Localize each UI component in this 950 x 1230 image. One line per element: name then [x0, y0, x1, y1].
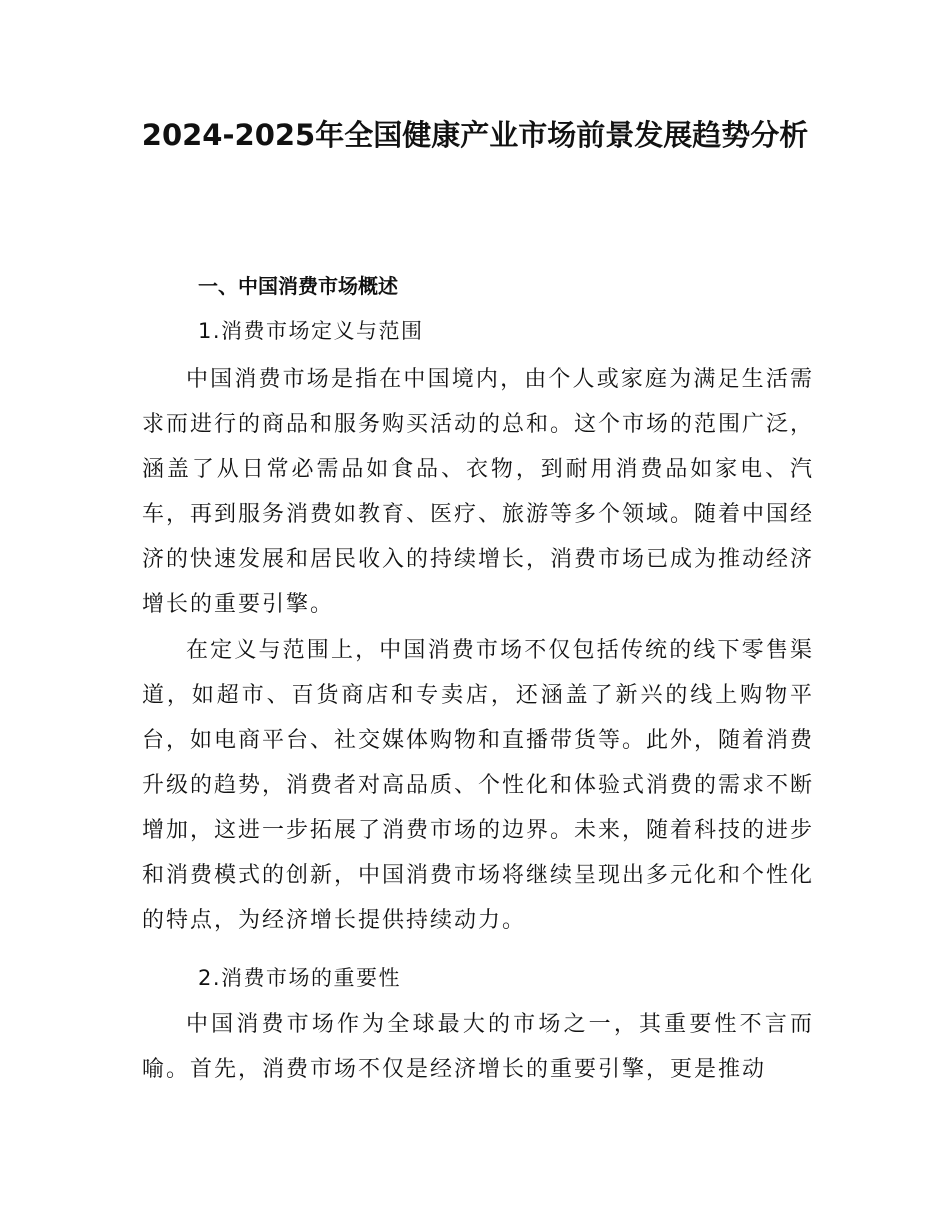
subsection-heading-importance: 2.消费市场的重要性 — [198, 966, 402, 990]
paragraph-definition-2: 在定义与范围上，中国消费市场不仅包括传统的线下零售渠道，如超市、百货商店和专卖店，还涵盖了新兴的线上购物平台，如电商平台、社交媒体购物和直播带货等。此外，随着消费升级的趋势，消费者对高品质、个性化和体验式消费的需求不断增加，这进一步拓展了消费市场的边界。未来，随着科技的进步和消费模式的创新，中国消费市场将继续呈现出多元化和个性化的特点，为经济增长提供持续动力。 — [142, 638, 815, 933]
paragraph-definition-1: 中国消费市场是指在中国境内，由个人或家庭为满足生活需求而进行的商品和服务购买活动的总和。这个市场的范围广泛，涵盖了从日常必需品如食品、衣物，到耐用消费品如家电、汽车，再到服务消费如教育、医疗、旅游等多个领域。随着中国经济的快速发展和居民收入的持续增长，消费市场已成为推动经济增长的重要引擎。 — [142, 367, 815, 617]
section-heading-overview: 一、中国消费市场概述 — [198, 274, 398, 298]
document-title: 2024-2025年全国健康产业市场前景发展趋势分析 — [141, 118, 809, 152]
paragraph-importance-1: 中国消费市场作为全球最大的市场之一，其重要性不言而喻。首先，消费市场不仅是经济增长的重要引擎，更是推动 — [142, 1012, 814, 1082]
subsection-heading-definition: 1.消费市场定义与范围 — [198, 319, 424, 343]
